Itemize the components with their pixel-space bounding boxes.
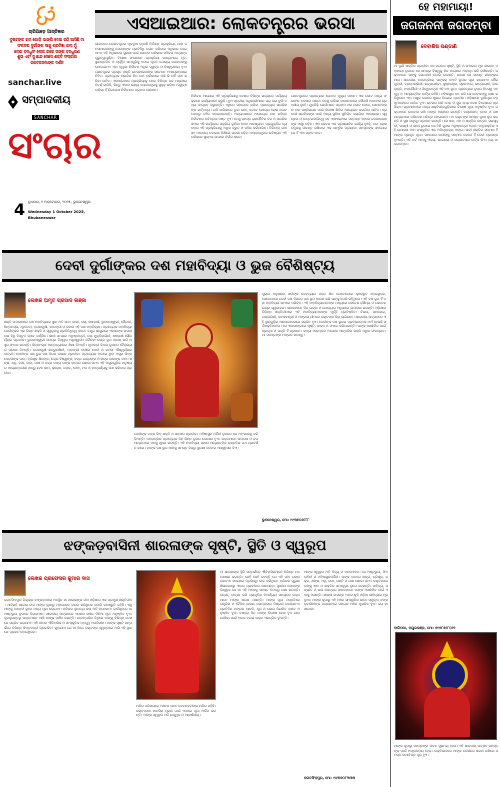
masthead — [0, 0, 102, 238]
article2-credit: ଭୁବନେଶ୍ୱର, ମୋ: ୯୯୩୭୦୬୮୮୮ — [262, 518, 310, 522]
small-caption: SANCHAR — [34, 115, 58, 120]
article3-col: ଜଗତସିଂହପୁର ଜିଲ୍ଲାର ଝଙ୍କଡ଼ଠାରେ ଅବସ୍ଥିତ ମା ଶାରଳାଙ୍କ ପୀଠ ଓଡ଼ିଶାର ଏକ ପ୍ରମୁଖ ଶକ୍ତିପୀଠ। ଆଦିକବି ଶାରଳା ଦାସ ମାଙ୍କ କୃପାରୁ ମହାଭାରତ ରଚନା କରିଥିଲେ ବୋଲି ଜନଶ୍ରୁତି ରହିଛି। ଏଣୁ ମାଙ୍କୁ ବାଗ୍ଦେବୀ ରୂପେ ମଧ୍ୟ ପୂଜା କରାଯାଏ। ମନ୍ଦିରର ସ୍ଥାପତ୍ୟ କଳା ଅତି ମନୋରମ। ଗର୍ଭଗୃହରେ ମା ଅଷ୍ଟଭୁଜା ରୂପରେ ବିରାଜମାନ। ଶାରଦୀୟ ଉତ୍ସବରେ ଏଠାରେ ଷୋଳ ଦିନିଆ ପୂଜା ଅନୁଷ୍ଠିତ ହୁଏ। ଦୂରଦୂରାନ୍ତରୁ ଭକ୍ତମାନେ ଆସି ମାଙ୍କ ଦର୍ଶନ କରନ୍ତି। ପାରମ୍ପରିକ ବିଧିରେ ମାଙ୍କୁ ବିଭିନ୍ନ ବେଶରେ ସଜ୍ଜିତ କରାଯାଏ। ଏହି ପୀଠର ଐତିହାସିକ ଓ ସାଂସ୍କୃତିକ ମହତ୍ତ୍ୱ ଅପରିସୀମ। ମାଙ୍କ ସୃଷ୍ଟି ସମ୍ପର୍କରେ ବିଭିନ୍ନ କିମ୍ବଦନ୍ତୀ ପ୍ରଚଳିତ। କୁହାଯାଏ ଯେ ମା ନିଜେ ଭକ୍ତଙ୍କ ସ୍ୱପ୍ନରେ ଆସି ଏହି ସ୍ଥାନରେ ପ୍ରକଟ ହୋଇଥିଲେ। — [4, 598, 132, 635]
article1-photo — [191, 42, 387, 90]
article1-headline-bar — [95, 10, 387, 38]
paper-name-block — [8, 115, 102, 177]
english-date: Wednesday 1 October 2025, — [28, 210, 85, 214]
om-logo-icon — [28, 4, 62, 26]
article2-col: ଦେବୀଙ୍କ ବାହନ ସିଂହ ଶକ୍ତି ଓ ସାହସର ପ୍ରତୀକ। ମହିଷାସୁର ମର୍ଦ୍ଦିନୀ ରୂପରେ ସେ ଅହଂକାରକୁ ଦଳି ଦିଅନ୍ତି। ନବରାତ୍ରିର ପ୍ରତ୍ୟେକ ଦିନ ଭିନ୍ନ ରୂପର ଉପାସନା ହୁଏ। ଭକ୍ତମାନେ ଉପବାସ ଓ ଜପ ମାଧ୍ୟମରେ ମନକୁ ଶୁଦ୍ଧ କରନ୍ତି। ଏହି ମହାବିଦ୍ୟା ସାଧନା ଆଧ୍ୟାତ୍ମିକ ଉନ୍ନତିର ପଥ ପ୍ରଦର୍ଶନ କରେ। ମାଙ୍କ ଦଶ ଭୁଜ ଆମକୁ ସମସ୍ତ ଦିଗରୁ ସୁରକ୍ଷା ଦେବାର ଆଶ୍ୱାସନା ଦିଏ। — [134, 432, 258, 450]
article1-col: ନିର୍ବାଚନ ଆୟୋଗ ଏହି ପ୍ରକ୍ରିୟାକୁ ଦେଶର ବିଭିନ୍ନ ରାଜ୍ୟରେ ପର୍ଯ୍ୟାୟକ୍ରମେ କାର୍ଯ୍ୟକାରୀ କରୁଛି। ବୁଥ ସ୍ତରୀୟ ଅଧିକାରୀମାନେ ଘର ଘର ବୁଲି ତଥ୍ୟ ସଂଗ୍ରହ କରୁଛନ୍ତି। ଏଥିରେ ସହଯୋଗ କରିବା ପ୍ରତ୍ୟେକ ନାଗରିକଙ୍କ କର୍ତ୍ତବ୍ୟ। ଯଦି ତାଲିକାରେ ଭୁଲ ରହେ, ତେବେ ଯୋଗ୍ୟ ଲୋକ ଭୋଟ ଦେବାରୁ ବଞ୍ଚିତ ହୋଇପାରନ୍ତି। ଅନ୍ୟପକ୍ଷରେ ଅଯୋଗ୍ୟ ନାମ ରହିଲେ ନିର୍ବାଚନର ପବିତ୍ରତା ନଷ୍ଟ ହୁଏ। ତେଣୁ ସମସ୍ତ ରାଜନୈତିକ ଦଳ ଓ ନାଗରିକ ସମାଜ ଏହି କାର୍ଯ୍ୟରେ ସକ୍ରିୟ ଭୂମିକା ନେବା ଆବଶ୍ୟକ। ପ୍ରଯୁକ୍ତିର ବ୍ୟବହାର ଏହି ପ୍ରକ୍ରିୟାକୁ ଅଧିକ ଦ୍ରୁତ ଓ ସଠିକ କରିପାରିବ। ଡିଜିଟାଲ ଯାଞ୍ଚ ସହ ମାନବୀୟ ତଦାରଖ ମିଶିଲେ ଭରସା ବଢ଼ିବ। ଲୋକତନ୍ତ୍ରର ଭବିଷ୍ୟତ ଏହି ତାଲିକାର ଶୁଦ୍ଧତା ଉପରେ ନିର୍ଭର କରେ। — [191, 94, 287, 140]
article2-byline: ଲେଖକ ଅମୃତ ପ୍ରସାଦ ଲଞ୍ଜା — [28, 298, 87, 304]
sidebar-text: ମା ଦୁର୍ଗା ଶକ୍ତିର ପ୍ରତୀକ। ସେ ଜଗତର ସୃଷ୍ଟି, ସ୍ଥିତି ଓ ସଂହାରର ମୂଳ କାରଣ। ମହାମାୟା ରୂପରେ ସେ ସମଗ୍ର ବିଶ୍ୱକୁ ନିଜ ମାୟାରେ ଆବଦ୍ଧ କରି ରଖିଛନ୍ତି। ଭକ୍ତମାନେ ତାଙ୍କୁ ଜଗଜନନୀ ବୋଲି ଡାକନ୍ତି, କାରଣ ସେ ସମସ୍ତ ଜୀବଙ୍କର ମାତା। ଶାରଦୀୟ ନବରାତ୍ରିରେ ତାଙ୍କର ନଅଟି ରୂପର ପୂଜା କରାଯାଏ। ଶୈଳପୁତ୍ରୀ, ବ୍ରହ୍ମଚାରିଣୀ, ଚନ୍ଦ୍ରଘଣ୍ଟା, କୁଷ୍ମାଣ୍ଡା, ସ୍କନ୍ଦମାତା, କାତ୍ୟାୟନୀ, କାଳରାତ୍ରି, ମହାଗୌରୀ ଓ ସିଦ୍ଧିଦାତ୍ରୀ ଏହି ନଅ ରୂପ। ପ୍ରତ୍ୟେକ ରୂପର ନିଜସ୍ୱ ମହତ୍ତ୍ୱ ଓ ଆଧ୍ୟାତ୍ମିକ ବାର୍ତ୍ତା ରହିଛି। ମହିଷାସୁର ବଧ କରି ସେ ଦେବତାଙ୍କୁ ରକ୍ଷା କରିଥିଲେ। ଏହା ଅଶୁଭ ଉପରେ ଶୁଭର ବିଜୟର ପ୍ରତୀକ। ଓଡ଼ିଶାରେ ଦୁର୍ଗାପୂଜା ବଡ଼ ଧୂମଧାମରେ ପାଳିତ ହୁଏ। କଟକର ଚାନ୍ଦି ମେଢ଼ ଓ ସୁନା ମେଢ଼ ଦେଶ ବିଦେଶରେ ପ୍ରସିଦ୍ଧ। ଗ୍ରାମାଞ୍ଚଳରେ ମଧ୍ୟ ଶକ୍ତିପୀଠଗୁଡ଼ିକରେ ବିଶେଷ ପୂଜା ଅନୁଷ୍ଠିତ ହୁଏ। ଭକ୍ତମାନେ ଉପବାସ ରଖି ମାଙ୍କ ଆରାଧନା କରନ୍ତି। ଚଣ୍ଡୀପାଠ, ହୋମ ଓ ଯଜ୍ଞ ମାଧ୍ୟମରେ ପରିବେଶ ପବିତ୍ର ହୋଇଉଠେ। ମା ଭକ୍ତଙ୍କ ସମସ୍ତ ଦୁଃଖ ଦୂର କରନ୍ତି ଓ ସୁଖ ସମୃଦ୍ଧି ପ୍ରଦାନ କରନ୍ତି। ସେ ଜ୍ଞାନ, ଧନ ଓ ଶକ୍ତିର ଦାତ୍ରୀ। ସରସ୍ୱତୀ, ଲକ୍ଷ୍ମୀ ଓ କାଳୀ ରୂପରେ ସେ ତିନି ଗୁଣର ଅଧିଷ୍ଠାତ୍ରୀ ଦେବୀ। ମାତୃଶକ୍ତିର ଏହି ଉପାସନା ଆମ ସଂସ୍କୃତିର ଏକ ଅବିଚ୍ଛେଦ୍ୟ ଅଙ୍ଗ। ନାରୀ ଶକ୍ତିର ସମ୍ମାନ ହିଁ ମାଙ୍କ ପ୍ରକୃତ ପୂଜା। ସମାଜରେ ନାରୀଙ୍କୁ ସମ୍ମାନ ଦେଲେ ହିଁ ଦେବୀ ପ୍ରସନ୍ନ ହୁଅନ୍ତି। ଏହି ପର୍ବ ଆମକୁ ଏକତା, ଭାଇଚାରା ଓ ସଦ୍ଭାବନାର ବାର୍ତ୍ତା ଦିଏ। ଜୟ ମା ଜଗଦମ୍ବା। — [394, 64, 498, 147]
sidebar-headline: ଜଗଜନନୀ ଜଗଦମ୍ବା — [393, 16, 499, 35]
article2-col: ଶକ୍ତି ଉପାସନାରେ ଦଶ ମହାବିଦ୍ୟାର ସ୍ଥାନ ଅତି ଉଚ୍ଚ। କାଳୀ, ତାରା, ଷୋଡ଼ଶୀ, ଭୁବନେଶ୍ୱରୀ, ଭୈରବୀ, ଛିନ୍ନମସ୍ତା, ଧୂମାବତୀ, ବଗଳାମୁଖୀ, ମାତଙ୍ଗୀ ଓ କମଳା ଏହି ଦଶ ମହାବିଦ୍ୟା। ପ୍ରତ୍ୟେକ ମହାବିଦ୍ୟା ଦେବୀଙ୍କର ଏକ ଭିନ୍ନ ଶକ୍ତି ଓ ସ୍ୱରୂପକୁ ପ୍ରତିନିଧିତ୍ୱ କରେ। ତନ୍ତ୍ର ଶାସ୍ତ୍ରରେ ଏମାନଙ୍କ ଉପାସନାର ବିଧି ବିସ୍ତୃତ ଭାବେ ବର୍ଣ୍ଣିତ। କାଳୀ ସମୟର ଅଧିଷ୍ଠାତ୍ରୀ, ତାରା ମୁକ୍ତିଦାୟିନୀ, ଷୋଡ଼ଶୀ ସୌନ୍ଦର୍ଯ୍ୟର ପ୍ରତୀକ। ଭୁବନେଶ୍ୱରୀ ସମଗ୍ର ବିଶ୍ୱର ଅଧିଶ୍ୱରୀ। ଭୈରବୀ ଉଗ୍ର ରୂପ ଧାରଣ କରି ଅସୁର ସଂହାର କରନ୍ତି। ଛିନ୍ନମସ୍ତା ଆତ୍ମତ୍ୟାଗର ଶିକ୍ଷା ଦିଅନ୍ତି। ଧୂମାବତୀ ବିଧବା ରୂପରେ ବୈରାଗ୍ୟର ସନ୍ଦେଶ ଦିଅନ୍ତି। ବଗଳାମୁଖୀ ଶତ୍ରୁନାଶିନୀ, ମାତଙ୍ଗୀ ବାଣୀର ଦେବୀ ଓ କମଳା ଐଶ୍ୱର୍ଯ୍ୟର ଦାତ୍ରୀ। ଦେବୀଙ୍କ ଦଶ ଭୁଜ ଦଶ ଦିଗର ରକ୍ଷାର ପ୍ରତୀକ। ପ୍ରତ୍ୟେକ ହାତରେ ଥିବା ଅସ୍ତ୍ର ଭିନ୍ନ ଦେବତାଙ୍କ ଦାନ। ତ୍ରିଶୂଳ ଶିବଙ୍କ, ଚକ୍ର ବିଷ୍ଣୁଙ୍କ, ବଜ୍ର ଇନ୍ଦ୍ରଙ୍କ ଓ ଖଡ୍ଗ କାଳଙ୍କ ଦାନ। ଶଙ୍ଖ, ଧନୁ, ବାଣ, ଗଦା, ପାଶ ଓ ପଦ୍ମ ମଧ୍ୟ ତାଙ୍କ ହାତରେ ଶୋଭା ପାଏ। ଏହି ଅସ୍ତ୍ରଗୁଡ଼ିକ ମନୁଷ୍ୟର ଆଭ୍ୟନ୍ତରୀଣ ଶତ୍ରୁ ଯଥା କାମ, କ୍ରୋଧ, ଲୋଭ, ମୋହ, ମଦ ଓ ମାତ୍ସର୍ଯ୍ୟକୁ ନାଶ କରିବାର ପ୍ରତୀକ। — [4, 320, 132, 375]
sidebar-goddess-photo — [395, 632, 497, 740]
sidebar-text-tail: ମାଙ୍କ କୃପାରୁ ସମସ୍ତଙ୍କ ଜୀବନ ସୁଖମୟ ହେଉ। ଏହି ଶାରଦୀୟ ଉତ୍ସବ ସମସ୍ତଙ୍କ ପାଇଁ ମଙ୍ଗଳମୟ ହେଉ। ଭକ୍ତିଭାବରେ ମାଙ୍କ ଚରଣରେ ଶରଣ ପଶିଲେ ସମସ୍ତ ବାଧାବିଘ୍ନ ଦୂର ହୁଏ। — [394, 744, 498, 758]
sidebar-author-photo — [395, 40, 417, 64]
supplement-title — [6, 94, 90, 110]
city: Bhubaneswar — [28, 216, 56, 220]
article2-headline-bar — [2, 250, 388, 282]
paper-name: ସଂଚାର — [8, 123, 102, 167]
article1-col: ଭାରତରେ ଲୋକତନ୍ତ୍ରର ମୂଳଦୁଆ ହେଉଛି ନିର୍ବାଚନ ପ୍ରକ୍ରିୟା, ଯାହା ଜନସାଧାରଣଙ୍କୁ ସେମାନଙ୍କ ପ୍ରତିନିଧି ଚୟନ କରିବାର ଅଧିକାର ଦେଇଥାଏ। ଏହି ଅଧିକାରର ସୁରକ୍ଷା ପାଇଁ ଭୋଟର ତାଲିକାର ସଠିକତା ଅତ୍ୟନ୍ତ ଗୁରୁତ୍ୱପୂର୍ଣ୍ଣ। ବିଶେଷ ସଂଶୋଧନ ପ୍ରକ୍ରିୟା ମାଧ୍ୟମରେ ମୃତ, ସ୍ଥାନାନ୍ତରିତ ଓ ଦ୍ୱୈତ ନାମଗୁଡ଼ିକୁ ହଟାଇ ନୂତନ ଯୋଗ୍ୟ ଭୋଟରଙ୍କୁ ଯୋଡ଼ାଯାଏ। ଏହା ଦ୍ୱାରା ନିର୍ବାଚନ ଅଧିକ ସ୍ୱଚ୍ଛ ଓ ବିଶ୍ୱସନୀୟ ହୁଏ। ଗଣତନ୍ତ୍ରର ପ୍ରକୃତ ଶକ୍ତି ଜନସାଧାରଣଙ୍କ ସଚେତନ ଅଂଶଗ୍ରହଣରେ ନିହିତ। ପ୍ରତ୍ୟେକ ନାଗରିକ ନିଜ ନାମ ତାଲିକାରେ ଅଛି କି ନାହିଁ ଯାଞ୍ଚ କରିବା ଉଚିତ। ଏସଆଇଆର ପ୍ରକ୍ରିୟାକୁ ନେଇ ବିଭିନ୍ନ ଦଳ ମଧ୍ୟରେ ବିତର୍କ ଚାଲିଛି, କିନ୍ତୁ ଏହାର ଲକ୍ଷ୍ୟ ଲୋକତନ୍ତ୍ରକୁ ସୁଦୃଢ଼ କରିବା। ସ୍ୱଚ୍ଛ ତାଲିକା ହିଁ ନିରପେକ୍ଷ ନିର୍ବାଚନର ପ୍ରଥମ ସୋପାନ। — [95, 42, 187, 92]
sidebar-kicker: ହେ ମହାମାୟା! — [418, 2, 474, 13]
article2-photo — [134, 292, 258, 428]
article1-headline: ଏସଆଇଆର: ଲୋକତନ୍ତ୍ରର ଭରସା — [126, 14, 356, 34]
sidebar — [390, 0, 500, 787]
promo-line: ସଂକଳପ ଦୁର୍ଗାଙ୍କ ସାଗୁ ପ୍ରତିଜ୍ଞା ଗଲା ମୁଁ — [17, 42, 77, 48]
pen-nib-icon — [6, 94, 20, 110]
promo-text — [2, 37, 92, 66]
article2-author-photo — [4, 292, 26, 318]
sidebar-credit: ବାରିପଦା, ମୟୂରଭଞ୍ଜ, ମୋ: ୭୯୭୮୫୧୮୦୧୧ — [394, 626, 456, 630]
supplement-name: ସମ୍ପାଦକୀୟ — [22, 95, 71, 106]
promo-line: ଲୋକ ବନ୍ଧୁସଂ ଲୋକ କରେ ତାଙ୍କ ବନ୍ଧୁଗଣ — [14, 48, 80, 54]
promo-line: ଜଗତଜନନୀଙ୍କ ଦର୍ଶନ — [30, 60, 64, 66]
article3-col: ମା ଶାରଳାଙ୍କ ସ୍ଥିତି ସମ୍ପର୍କରେ ଐତିହାସିକମାନେ ବିଭିନ୍ନ ମତ ପୋଷଣ କରନ୍ତି। କେହି କେହି କହନ୍ତି ଯେ ଏହି ପୀଠ ଗଙ୍ଗ ରାଜବଂଶ ସମୟରେ ପ୍ରସିଦ୍ଧି ଲାଭ କରିଥିଲା। ମନ୍ଦିରର ପୁରୁଣା ଶିଳାଲେଖରୁ ଏହାର ପ୍ରାଚୀନତା ଜଣାପଡ଼େ। ସ୍ଥାନୀୟ ଲୋକଙ୍କ ବିଶ୍ୱାସ ଯେ ମା ଏହି ଅଞ୍ଚଳକୁ ସମସ୍ତ ବିପଦରୁ ରକ୍ଷା କରନ୍ତି। ବନ୍ୟା, ବାତ୍ୟା ଭଳି ପ୍ରାକୃତିକ ବିପର୍ଯ୍ୟୟ ସମୟରେ ଭକ୍ତମାନେ ମାଙ୍କ ଶରଣ ପଶନ୍ତି। ମାଙ୍କ ପୂଜା ପଦ୍ଧତିରେ ତାନ୍ତ୍ରିକ ଓ ବୈଦିକ ଉଭୟ ପରମ୍ପରାର ମିଶ୍ରଣ ଦେଖାଯାଏ। ପ୍ରତିଦିନ ମଙ୍ଗଳ ଆଳତି, ଧୂପ ଓ ଭୋଗ ନିୟମିତ ଭାବେ ଅନୁଷ୍ଠିତ ହୁଏ। ଦଶହରା ଦିନ ମାଙ୍କ ବିଶେଷ ବେଶ ହୁଏ ଯାହା ଦେଖିବା ପାଇଁ ହଜାର ହଜାର ଭକ୍ତ ଏକତ୍ରିତ ହୁଅନ୍ତି। — [220, 570, 300, 620]
promo-line: ଦୁଷ୍ଟଙ୍କ ହାତ ଗୋଡ଼ି ଭାଙ୍ଗି ଦେଇ ଗଠି ଆସିଛି ମା — [9, 37, 85, 42]
article2-col: ପୁରାଣ ଅନୁସାରେ ସତୀଙ୍କ ଦେହତ୍ୟାଗ ପରେ ଶିବ ଯେତେବେଳେ କ୍ରୋଧିତ ହୋଇଥିଲେ, ସେତେବେଳେ ଦେବୀ ଦଶ ଦିଗରେ ଦଶ ରୂପ ଧାରଣ କରି ତାଙ୍କୁ ଘେରି ରହିଥିଲେ। ଏହି ଦଶ ରୂପ ହିଁ ଦଶ ମହାବିଦ୍ୟା ନାମରେ ପରିଚିତ। ଏହି ମହାବିଦ୍ୟାମାନଙ୍କ ମଧ୍ୟରେ କେତେକ ସୌମ୍ୟ ଓ କେତେକ ଉଗ୍ର ସ୍ୱଭାବର। ସାଧକମାନେ ନିଜ ଇଚ୍ଛା ଓ ଯୋଗ୍ୟତା ଅନୁସାରେ ଉପାସନା କରନ୍ତି। ଓଡ଼ିଶାର ବିଭିନ୍ନ ଶକ୍ତିପୀଠରେ ଏହି ମହାବିଦ୍ୟାମାନଙ୍କ ମୂର୍ତ୍ତି ପ୍ରତିଷ୍ଠିତ। ବିରଜା, ସମଲେଇ, ତାରାତାରିଣୀ, କଟକଚଣ୍ଡୀ ଓ ମଙ୍ଗଳା ପୀଠରେ ଭକ୍ତଙ୍କ ଭିଡ଼ ଲାଗିରହେ। ଶାରଦୀୟ ଉତ୍ସବରେ ଏହି ସ୍ଥାନଗୁଡ଼ିକ ଆଲୋକମାଳାରେ ସଜ୍ଜିତ ହୁଏ। ଦେବୀଙ୍କ ଦଶ ଭୁଜର ପ୍ରତୀକାତ୍ମକ ଅର୍ଥ ହେଉଛି ସର୍ବଶକ୍ତିମାନତା। ସେ ଏକାସାଙ୍ଗରେ ସୃଷ୍ଟି, ପାଳନ ଓ ସଂହାର କରିପାରନ୍ତି। ତାଙ୍କ ଆଶୀର୍ବାଦ ପାଇଁ ଶ୍ରଦ୍ଧା ଓ ଭକ୍ତି ହିଁ ପ୍ରଧାନ। ବାହ୍ୟ ଆଡ଼ମ୍ବର ଅପେକ୍ଷା ଆନ୍ତରିକ ଭକ୍ତି ଅଧିକ ଫଳପ୍ରଦ। ମା ସମସ୍ତଙ୍କ ମଙ୍ଗଳ କରନ୍ତୁ। — [262, 292, 386, 338]
odia-date: ବୁଧବାର, ୧ ଅକ୍ଟୋବର, ୨୦୨୫, ଭୁବନେଶ୍ୱର — [28, 200, 91, 204]
website: sanchar.live — [8, 78, 62, 87]
article3-col: ମନ୍ଦିର ପରିସରରେ ଅନେକ ଛୋଟ ଦେବାଦେବୀଙ୍କ ମନ୍ଦିର ରହିଛି। ଭକ୍ତମାନେ ମାନସିକ ପୂରଣ ପାଇଁ ଏଠାରେ ପୂଜା ଅର୍ଚ୍ଚନା କରନ୍ତି। ମାଙ୍କ ସ୍ୱରୂପ ଅତି ଉଜ୍ଜ୍ୱଳ ଓ ଆକର୍ଷଣୀୟ। — [136, 704, 216, 718]
sidebar-byline: ଦେବାଶିଷ ପଣ୍ଡାଣି — [421, 44, 457, 50]
article2-headline: ଦେବୀ ଦୁର୍ଗାଙ୍କର ଦଶ ମହାବିଦ୍ୟା ଓ ଭୁଜ ବୈଶିଷ୍ଟ୍ୟ — [55, 258, 335, 274]
article1-body — [95, 42, 387, 248]
issue-number: 4 — [14, 200, 26, 219]
article1-col: ଗଣତନ୍ତ୍ରରେ ପ୍ରତ୍ୟେକ ଭୋଟର ମୂଲ୍ୟ ସମାନ। ଏକ ଭୋଟ ମଧ୍ୟ ଫଳାଫଳ ବଦଳାଇ ପାରେ। ତେଣୁ ତାଲିକା ସଂଶୋଧନରେ କୌଣସି ଅବହେଳା ଗ୍ରହଣୀୟ ନୁହେଁ। ଯୁବପିଢ଼ି ଯେଉଁମାନେ ପ୍ରଥମ ଥର ଭୋଟ ଦେବେ, ସେମାନଙ୍କର ନାମ ପଞ୍ଜିକରଣ ପାଇଁ ବିଶେଷ ଶିବିର ଆୟୋଜନ କରାଯିବା ଉଚିତ। ପ୍ରବାସୀ ଶ୍ରମିକଙ୍କ ପାଇଁ ମଧ୍ୟ ସୁବିଧା ସୁନିଶ୍ଚିତ କରାଯିବା ଆବଶ୍ୟକ। ସ୍ୱଚ୍ଛତା ଓ ଉତ୍ତରଦାୟିତ୍ୱ ସହ ଏସଆଇଆର ସମ୍ପନ୍ନ ହେଲେ ଜନସାଧାରଣଙ୍କ ଆସ୍ଥା ବଢ଼ିବ। ଏହା କେବଳ ଏକ ପ୍ରଶାସନିକ କାର୍ଯ୍ୟ ନୁହେଁ, ବରଂ ଲୋକତନ୍ତ୍ରକୁ ଜୀବନ୍ତ ରଖିବାର ଏକ ସାମୂହିକ ପ୍ରୟାସ। ସମସ୍ତଙ୍କ ସହଯୋଗରେ ହିଁ ଏହା ସଫଳ ହେବ। — [291, 94, 387, 135]
article3-photo — [136, 570, 216, 700]
article3-credit: ଜଗତସିଂହପୁର, ମୋ: ୯୪୩୭୦୮୩୩୩ — [304, 776, 356, 780]
article3-headline: ଝଙ୍କଡ଼ବାସିନୀ ଶାରଳାଙ୍କ ସୃଷ୍ଟି, ସ୍ଥିତି ଓ ସ୍ୱରୂପ — [63, 538, 327, 554]
article3-headline-bar — [2, 530, 388, 562]
article3-col: ମାଙ୍କ ସ୍ୱରୂପ ଅତି ଦିବ୍ୟ ଓ ମନମୋହକ। ସେ ଅଷ୍ଟଭୁଜା, ସିଂହବାହିନୀ ଓ ମହିଷାସୁରମର୍ଦ୍ଦିନୀ। ତାଙ୍କ ହାତରେ ଖଡ୍ଗ, ତ୍ରିଶୂଳ, ଚକ୍ର, ଶଙ୍ଖ, ଧନୁ, ବାଣ, ଘଣ୍ଟି ଓ ପାଶ ଶୋଭା ପାଏ। ଭକ୍ତମାନେ ତାଙ୍କୁ ଜ୍ଞାନ ଓ ଶକ୍ତିର ସମନ୍ୱୟ ରୂପେ ଦେଖନ୍ତି। ସାହିତ୍ୟ, ସଙ୍ଗୀତ ଓ କଳା କ୍ଷେତ୍ରର ସାଧକମାନେ ମାଙ୍କ ଆଶୀର୍ବାଦ ପାଇଁ ଏଠାକୁ ଆସନ୍ତି। ଶାରଳା ଦାସଙ୍କ ଅମର କୃତି ଓଡ଼ିଆ ସାହିତ୍ୟର ମୂଳଦୁଆ। ମାଙ୍କ କୃପାରୁ ଏହି ଅଞ୍ଚଳ ସାଂସ୍କୃତିକ ଭାବେ ସମୃଦ୍ଧ। ଝଙ୍କଡ଼ବାସିନୀଙ୍କ ଜୟଗାନରେ ସମଗ୍ର ଅଞ୍ଚଳ ମୁଖରିତ ହୁଏ। ଜୟ ମା ଶାରଳା। — [304, 570, 388, 611]
article3-byline: ଲେଖକ ପ୍ରଫେସର କୁମାର ଦାସ — [28, 576, 90, 582]
promo-line: ଶୁଭ ଏବଂ ସୁ ଛାନ୍ଦ ସେସେ ଶକ୍ତି ସଂସ୍କାର — [17, 54, 77, 60]
article3-author-photo — [4, 570, 26, 596]
logo-tagline: ଚାରିଆଡ଼େ ଆସ୍ତିକର — [28, 30, 65, 35]
